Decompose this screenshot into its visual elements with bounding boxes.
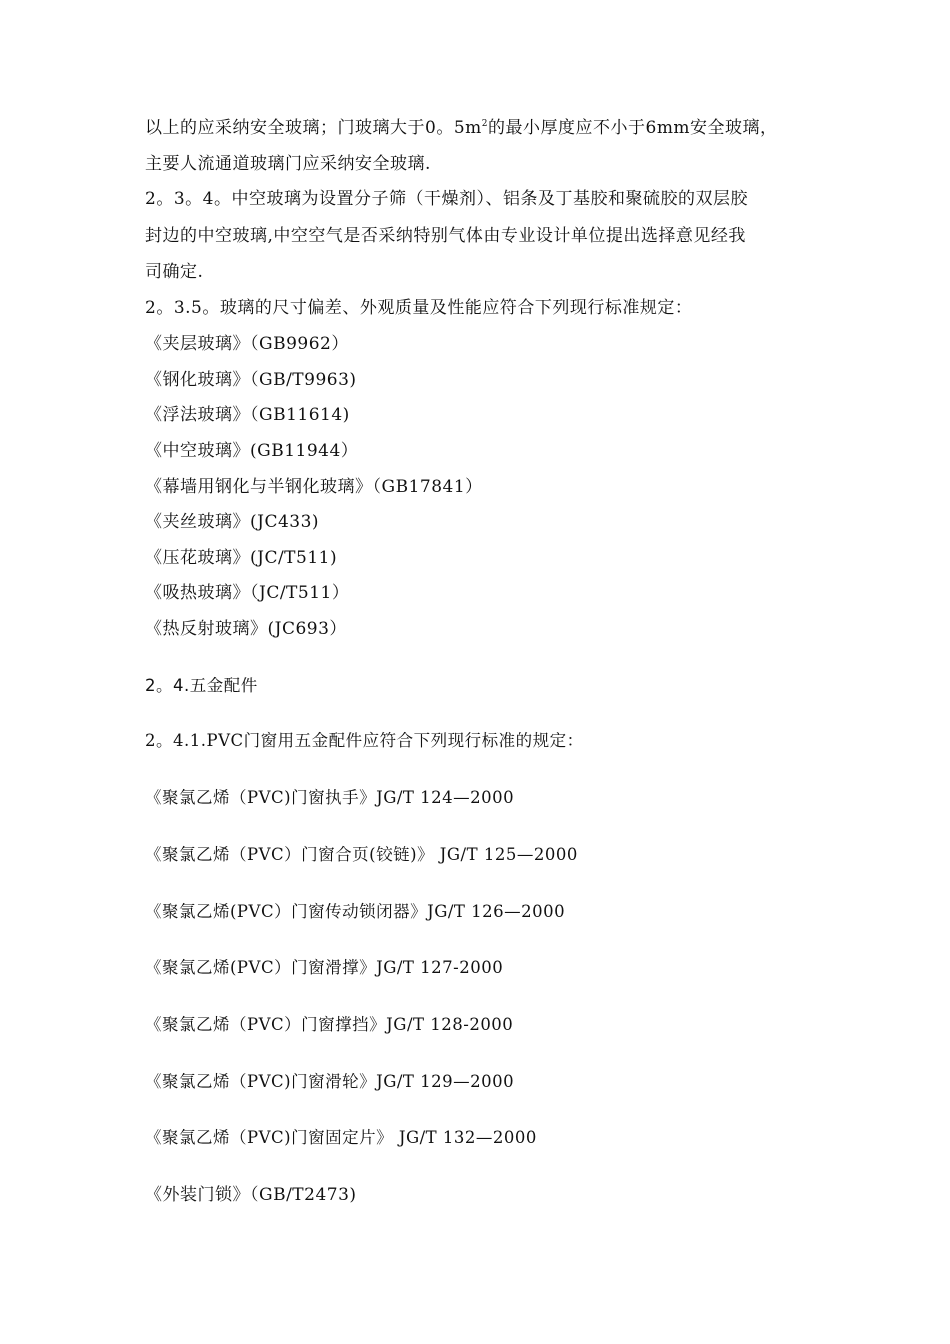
standard-item: 《钢化玻璃》（GB/T9963) (145, 370, 357, 390)
standard-item: 《热反射玻璃》(JC693） (145, 619, 347, 639)
item-2-3-4-line-2: 封边的中空玻璃,中空空气是否采纳特别气体由专业设计单位提出选择意见经我 (145, 226, 746, 246)
standard-item: 《幕墙用钢化与半钢化玻璃》（GB17841） (145, 477, 483, 497)
superscript: 2 (481, 119, 488, 129)
standard-item: 《浮法玻璃》（GB11614) (145, 405, 350, 425)
item-2-4-1: 2。4.1.PVC门窗用五金配件应符合下列现行标准的规定： (145, 731, 584, 750)
standard-item: 《聚氯乙烯（PVC)门窗执手》JG/T 124—2000 (145, 788, 515, 807)
section-heading: 2。4.五金配件 (145, 676, 258, 695)
text-fragment: 的最小厚度应不小于6mm安全玻璃， (488, 118, 778, 138)
item-2-3-5: 2。3.5。玻璃的尺寸偏差、外观质量及性能应符合下列现行标准规定： (145, 298, 693, 318)
paragraph-line: 主要人流通道玻璃门应采纳安全玻璃. (145, 154, 431, 174)
standard-item: 《聚氯乙烯（PVC）门窗撑挡》JG/T 128-2000 (145, 1015, 514, 1034)
standard-item: 《聚氯乙烯（PVC)门窗滑轮》JG/T 129—2000 (145, 1072, 515, 1091)
paragraph-line (145, 117, 778, 139)
item-2-3-4-line-1: 2。3。4。中空玻璃为设置分子筛（干燥剂）、铝条及丁基胶和聚硫胶的双层胶 (145, 189, 748, 209)
text-fragment: 以上的应采纳安全玻璃；门玻璃大于0。5m (145, 118, 482, 138)
standard-item: 《夹层玻璃》（GB9962） (145, 334, 349, 354)
standard-item: 《聚氯乙烯（PVC)门窗固定片》 JG/T 132—2000 (145, 1128, 537, 1147)
standard-item: 《压花玻璃》(JC/T511) (145, 548, 338, 568)
standard-item: 《吸热玻璃》（JC/T511） (145, 583, 350, 603)
standard-item: 《聚氯乙烯（PVC）门窗合页(铰链)》 JG/T 125—2000 (145, 845, 578, 864)
standard-item: 《夹丝玻璃》(JC433) (145, 512, 320, 532)
standard-item: 《外装门锁》（GB/T2473) (145, 1185, 357, 1205)
standard-item: 《中空玻璃》(GB11944） (145, 441, 359, 461)
standard-item: 《聚氯乙烯(PVC）门窗滑撑》JG/T 127-2000 (145, 958, 504, 977)
item-2-3-4-line-3: 司确定. (145, 262, 204, 282)
standard-item: 《聚氯乙烯(PVC）门窗传动锁闭器》JG/T 126—2000 (145, 902, 566, 921)
